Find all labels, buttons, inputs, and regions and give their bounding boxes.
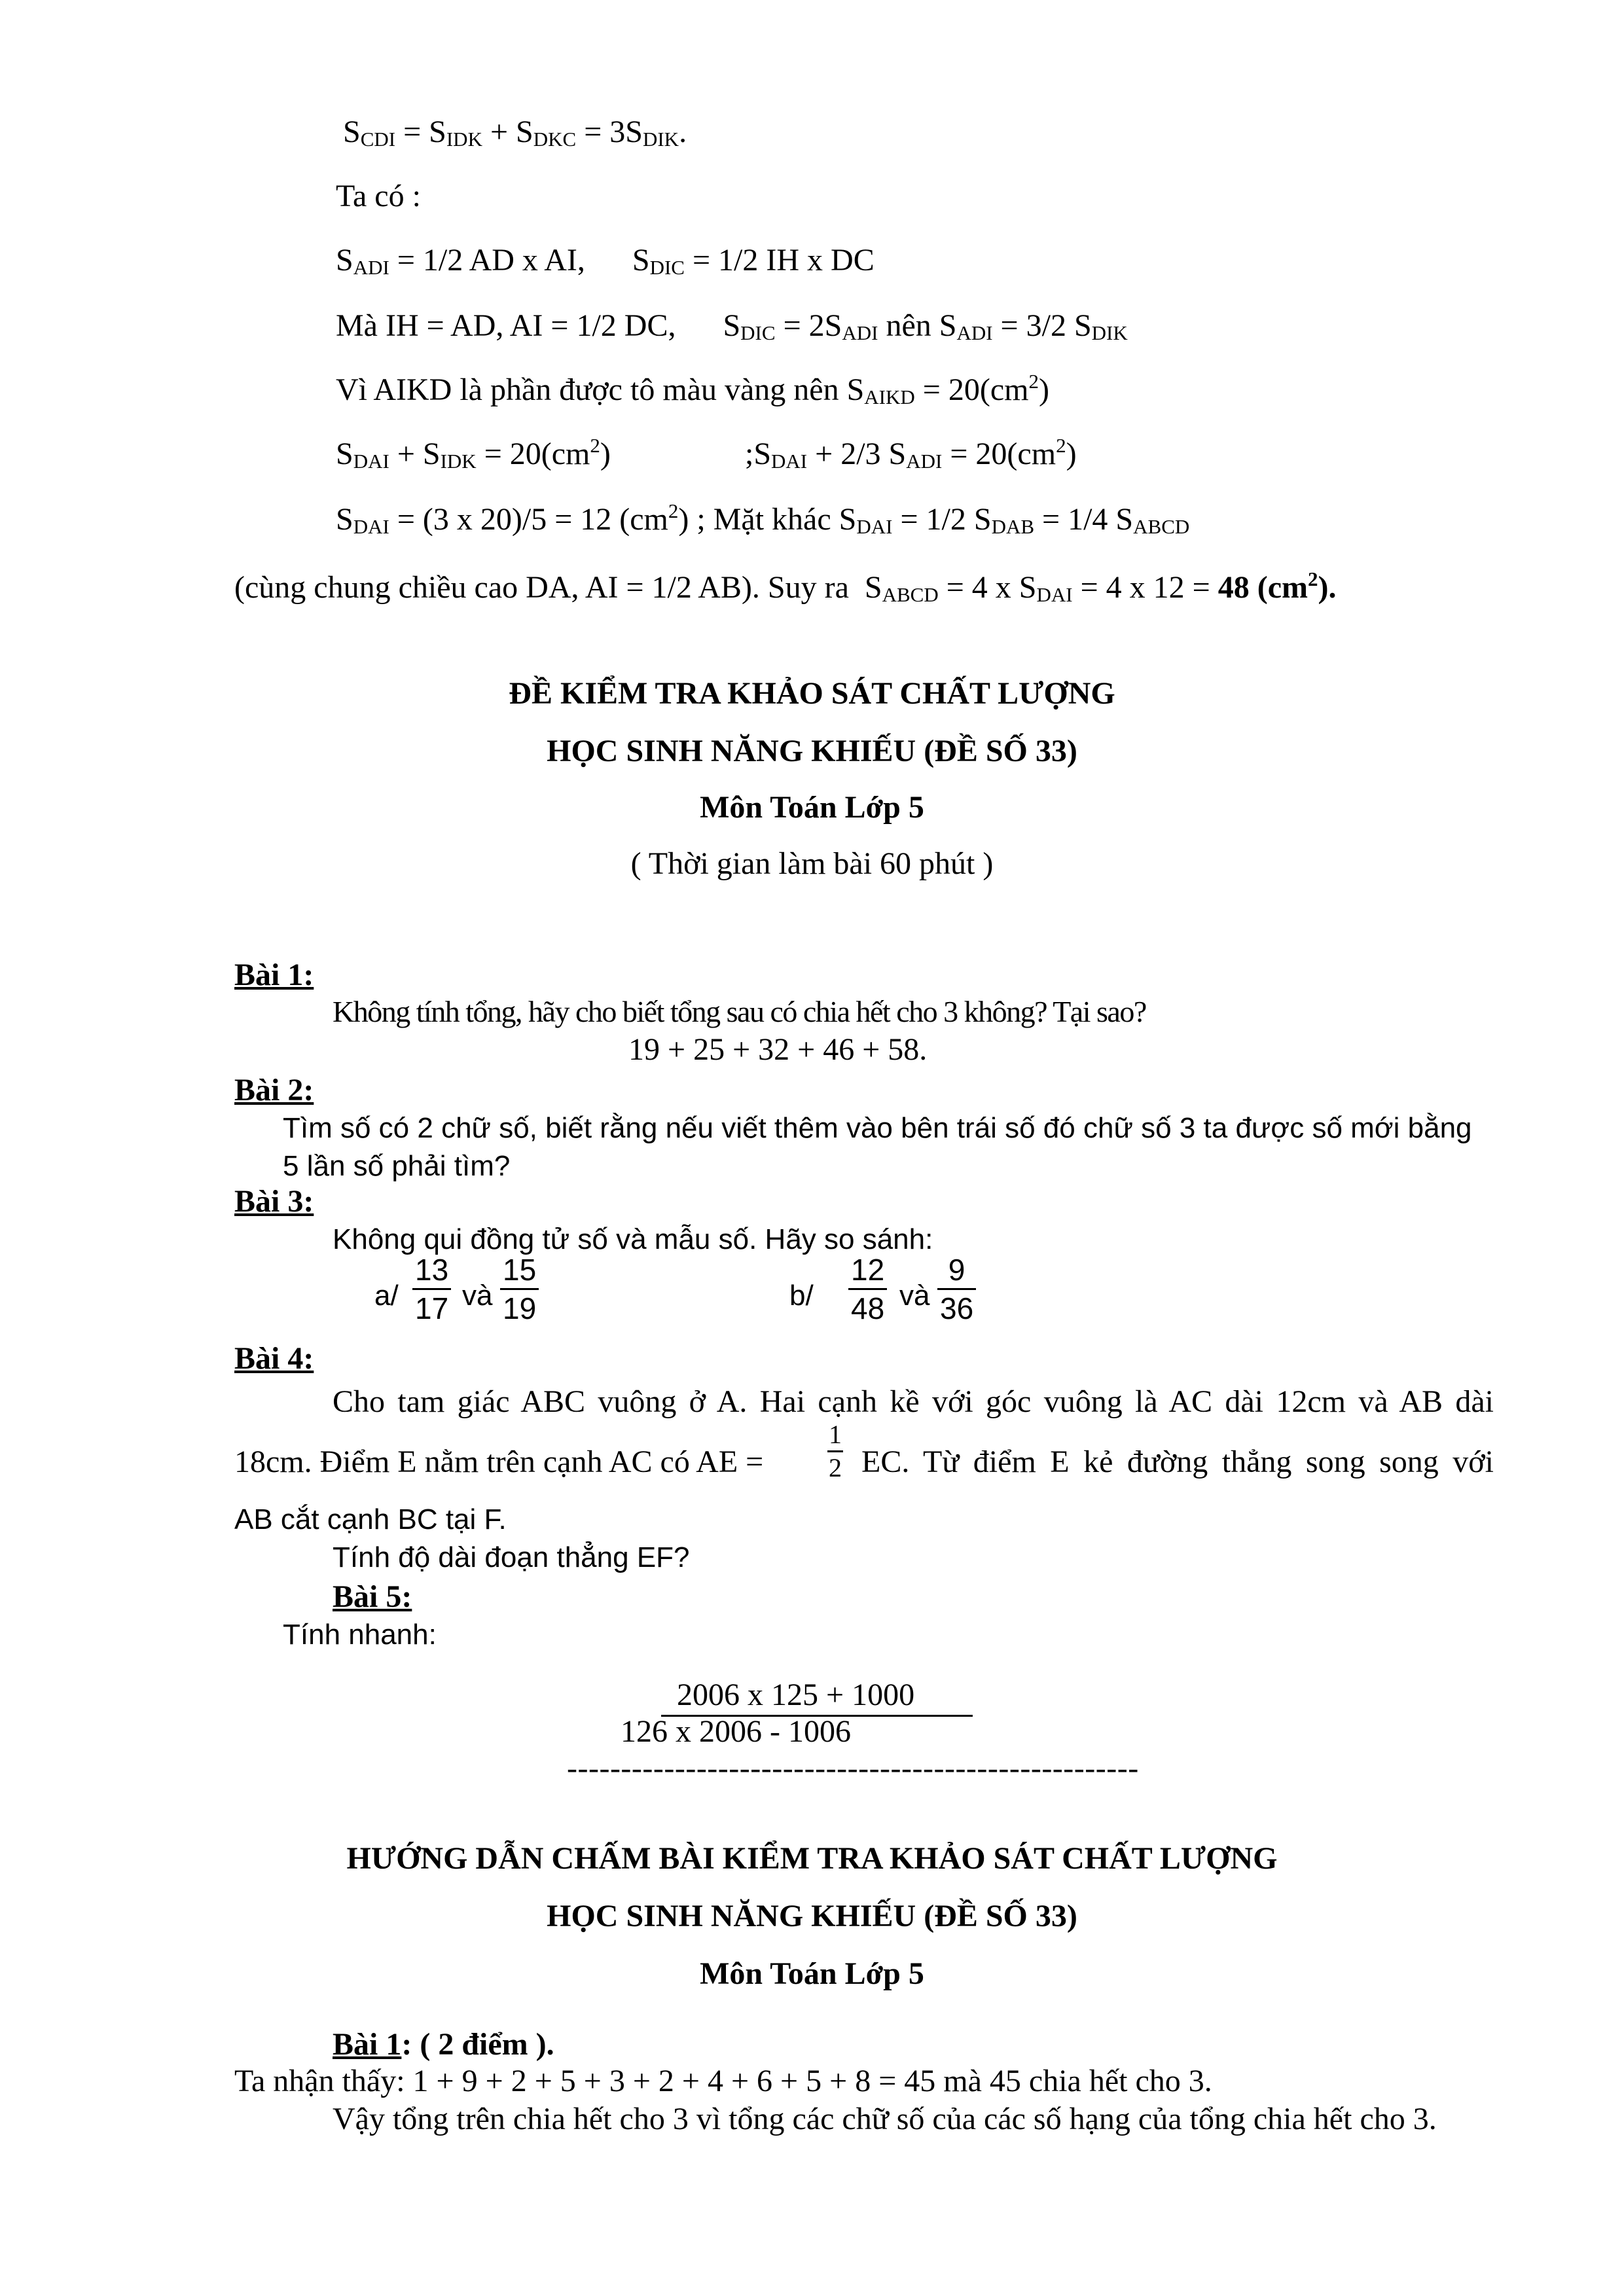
exam-bai4-text3: AB cắt cạnh BC tại F.	[234, 1503, 507, 1535]
exam-bai2-label: Bài 2:	[234, 1073, 314, 1107]
fraction-13-17: $\frac{13}{17}$	[412, 1251, 451, 1327]
exam-bai2-text1: Tìm số có 2 chữ số, biết rằng nếu viết thêm vào bên trái số đó chữ số 3 ta được số mới bằng	[283, 1112, 1472, 1144]
exam-title: ĐỀ KIỂM TRA KHẢO SÁT CHẤT LƯỢNG	[509, 676, 1115, 711]
exam-bai1-text: Không tính tổng, hãy cho biết tổng sau có chia hết cho 3 không? Tại sao?	[333, 995, 1146, 1028]
exam-bai4-text4: Tính độ dài đoạn thẳng EF?	[333, 1541, 690, 1573]
exam-bai3-text: Không qui đồng tử số và mẫu số. Hãy so sánh:	[333, 1223, 933, 1255]
fraction-9-36: $\frac{9}{36}$	[937, 1251, 976, 1327]
formula-line-3: SADI = 1/2 AD x AI, SDIC = 1/2 IH x DC	[336, 243, 875, 279]
exam-time: ( Thời gian làm bài 60 phút )	[630, 846, 994, 881]
guide-title: HƯỚNG DẪN CHẤM BÀI KIỂM TRA KHẢO SÁT CHẤT LƯỢNG	[346, 1841, 1278, 1876]
formula-line-5: Vì AIKD là phần được tô màu vàng nên SAIKD = $20(cm^2)$	[336, 370, 1049, 408]
guide-subtitle: HỌC SINH NĂNG KHIẾU (ĐỀ SỐ 33)	[547, 1899, 1077, 1933]
formula-line-6: SDAI + SIDK = $20(cm^2)$	[336, 434, 611, 473]
separator-line: -----------------------------------------------------	[567, 1751, 1139, 1785]
exam-bai3-label: Bài 3:	[234, 1184, 314, 1219]
exam-bai5-label: Bài 5:	[333, 1579, 412, 1614]
formula-line-4: Mà IH = AD, AI = 1/2 DC, SDIC = 2SADI nên SADI = 3/2 SDIK	[336, 308, 1128, 344]
exam-bai3-b-va: và	[899, 1280, 930, 1312]
formula-line-8: (cùng chung chiều cao DA, AI = 1/2 AB). Suy ra SABCD = 4 x SDAI = 4 x 12 = 48 $(cm^2)$.	[234, 567, 1337, 606]
guide-subject: Môn Toán Lớp 5	[700, 1956, 924, 1991]
exam-bai2-text2: 5 lần số phải tìm?	[283, 1150, 511, 1182]
exam-bai5-numerator: 2006 x 125 + 1000	[677, 1677, 915, 1712]
exam-bai4-label: Bài 4:	[234, 1341, 314, 1376]
exam-bai1-label: Bài 1:	[234, 958, 314, 992]
exam-bai1-expr: 19 + 25 + 32 + 46 + 58.	[628, 1032, 928, 1067]
text-ta-co: Ta có :	[336, 179, 421, 213]
exam-bai4-text2b: EC. Từ điểm E kẻ đường thẳng song song với	[861, 1444, 1494, 1479]
formula-line-6b: ;SDAI + 2/3 SADI = $20(cm^2)$	[745, 434, 1077, 473]
exam-bai3-a-label: a/	[374, 1280, 399, 1312]
exam-bai3-b-label: b/	[789, 1280, 814, 1312]
exam-subtitle: HỌC SINH NĂNG KHIẾU (ĐỀ SỐ 33)	[547, 734, 1077, 768]
guide-bai1-heading: Bài 1: ( 2 điểm ).	[333, 2027, 554, 2062]
fraction-15-19: $\frac{15}{19}$	[500, 1251, 539, 1327]
exam-bai5-text: Tính nhanh:	[283, 1619, 437, 1651]
exam-subject: Môn Toán Lớp 5	[700, 790, 924, 825]
fraction-12-48: $\frac{12}{48}$	[848, 1251, 887, 1327]
formula-line-1: SCDI = SIDK + SDKC = 3SDIK.	[343, 115, 687, 151]
exam-bai3-a-va: và	[462, 1280, 493, 1312]
guide-bai1-line2: Vậy tổng trên chia hết cho 3 vì tổng các chữ số của các số hạng của tổng chia hết cho 3.	[333, 2102, 1437, 2136]
exam-bai4-text1: Cho tam giác ABC vuông ở A. Hai cạnh kề với góc vuông là AC dài 12cm và AB dài	[333, 1384, 1494, 1419]
fraction-1-2: $\frac{1}{2}$	[829, 1420, 842, 1482]
formula-line-7: SDAI = (3 x 20)/5 = 12 $(cm^2)$ ; Mặt khác SDAI = 1/2 SDAB = 1/4 SABCD	[336, 499, 1190, 538]
exam-bai4-text2a: 18cm. Điểm E nằm trên cạnh AC có AE =	[234, 1444, 764, 1479]
guide-bai1-line1: Ta nhận thấy: 1 + 9 + 2 + 5 + 3 + 2 + 4 + 6 + 5 + 8 = 45 mà 45 chia hết cho 3.	[234, 2064, 1212, 2098]
exam-bai5-denominator: 126 x 2006 - 1006	[621, 1714, 851, 1749]
